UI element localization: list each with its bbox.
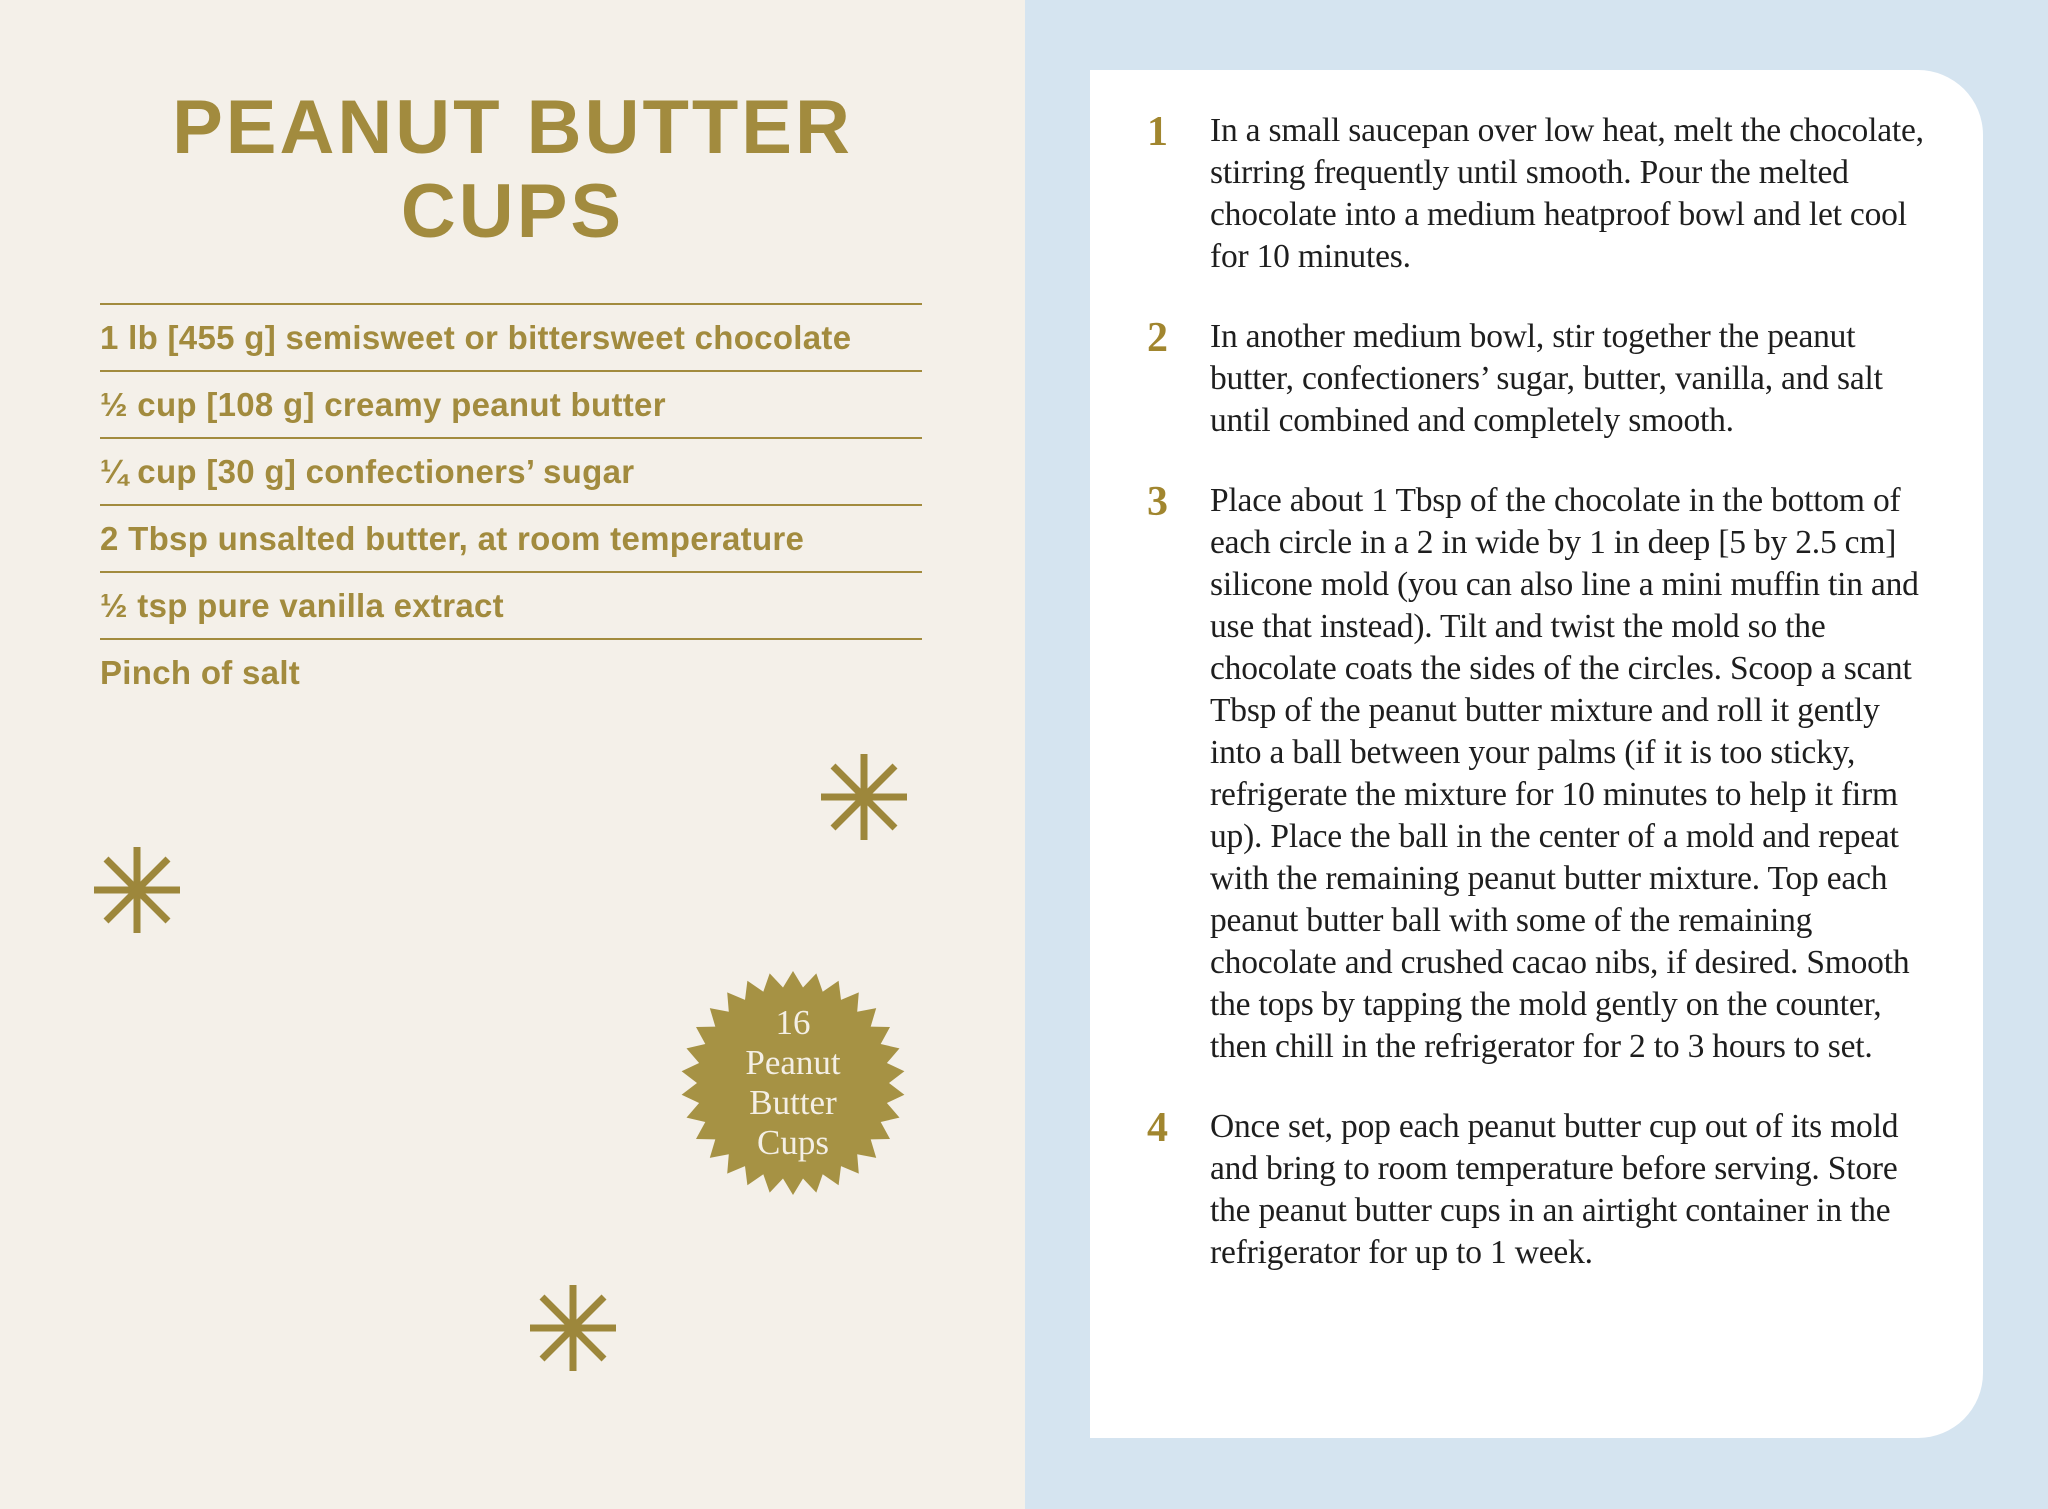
- yield-label-line: Cups: [757, 1123, 829, 1162]
- step-number: 3: [1147, 479, 1168, 525]
- step-2: [1147, 316, 1933, 442]
- asterisk-star-icon: [819, 752, 909, 847]
- step-number: 4: [1147, 1105, 1168, 1151]
- yield-count: 16: [775, 1003, 811, 1042]
- ingredient-list: [100, 303, 922, 705]
- asterisk-star-icon: [92, 845, 182, 940]
- ingredient-text: 2 Tbsp unsalted butter, at room temperature: [100, 519, 805, 557]
- ingredient-item: [100, 638, 922, 705]
- ingredient-text: Pinch of salt: [100, 653, 301, 691]
- ingredient-item: [100, 504, 922, 571]
- yield-badge: [681, 971, 905, 1195]
- asterisk-star-icon: [528, 1283, 618, 1378]
- step-text: In another medium bowl, stir together the peanut butter, confectioners’ sugar, butter, vanilla, and salt until combined and completely smooth.: [1210, 318, 1883, 439]
- step-4: [1147, 1106, 1933, 1274]
- page-title: [0, 86, 1025, 254]
- ingredient-item: [100, 437, 922, 504]
- yield-label-line: Peanut: [745, 1043, 841, 1082]
- instructions-card: [1090, 70, 1983, 1438]
- ingredient-text: ½ tsp pure vanilla extract: [100, 586, 504, 624]
- ingredient-item: [100, 303, 922, 370]
- step-1: [1147, 110, 1933, 278]
- yield-badge-text: [681, 971, 905, 1195]
- ingredient-text: ½ cup [108 g] creamy peanut butter: [100, 385, 666, 423]
- step-text: Once set, pop each peanut butter cup out of its mold and bring to room temperature before serving. Store the peanut butter cups in an airtight container in the refrigerator for up to 1 week.: [1210, 1108, 1899, 1271]
- ingredient-item: [100, 370, 922, 437]
- instructions-panel: [1025, 0, 2048, 1509]
- page-title-line2: CUPS: [400, 169, 625, 254]
- ingredient-text: 1 lb [455 g] semisweet or bittersweet chocolate: [100, 318, 852, 356]
- page-title-line1: PEANUT BUTTER: [172, 85, 853, 170]
- step-text: In a small saucepan over low heat, melt the chocolate, stirring frequently until smooth. Pour the melted chocolate into a medium heatproof bowl and let cool for 10 minutes.: [1210, 112, 1924, 275]
- ingredient-text: ¼ cup [30 g] confectioners’ sugar: [100, 452, 635, 490]
- step-number: 1: [1147, 109, 1168, 155]
- step-3: [1147, 480, 1933, 1068]
- ingredient-item: [100, 571, 922, 638]
- step-number: 2: [1147, 315, 1168, 361]
- step-text: Place about 1 Tbsp of the chocolate in the bottom of each circle in a 2 in wide by 1 in deep [5 by 2.5 cm] silicone mold (you can also line a mini muffin tin and use that instead). Tilt and twist the mold so the chocolate coats the sides of the circles. Scoop a scant Tbsp of the peanut butter mixture and roll it gently into a ball between your palms (if it is too sticky, refrigerate the mixture for 10 minutes to help it firm up). Place the ball in the center of a mold and repeat with the remaining peanut butter mixture. Top each peanut butter ball with some of the remaining chocolate and crushed cacao nibs, if desired. Smooth the tops by tapping the mold gently on the counter, then chill in the refrigerator for 2 to 3 hours to set.: [1210, 482, 1919, 1065]
- yield-label-line: Butter: [749, 1083, 837, 1122]
